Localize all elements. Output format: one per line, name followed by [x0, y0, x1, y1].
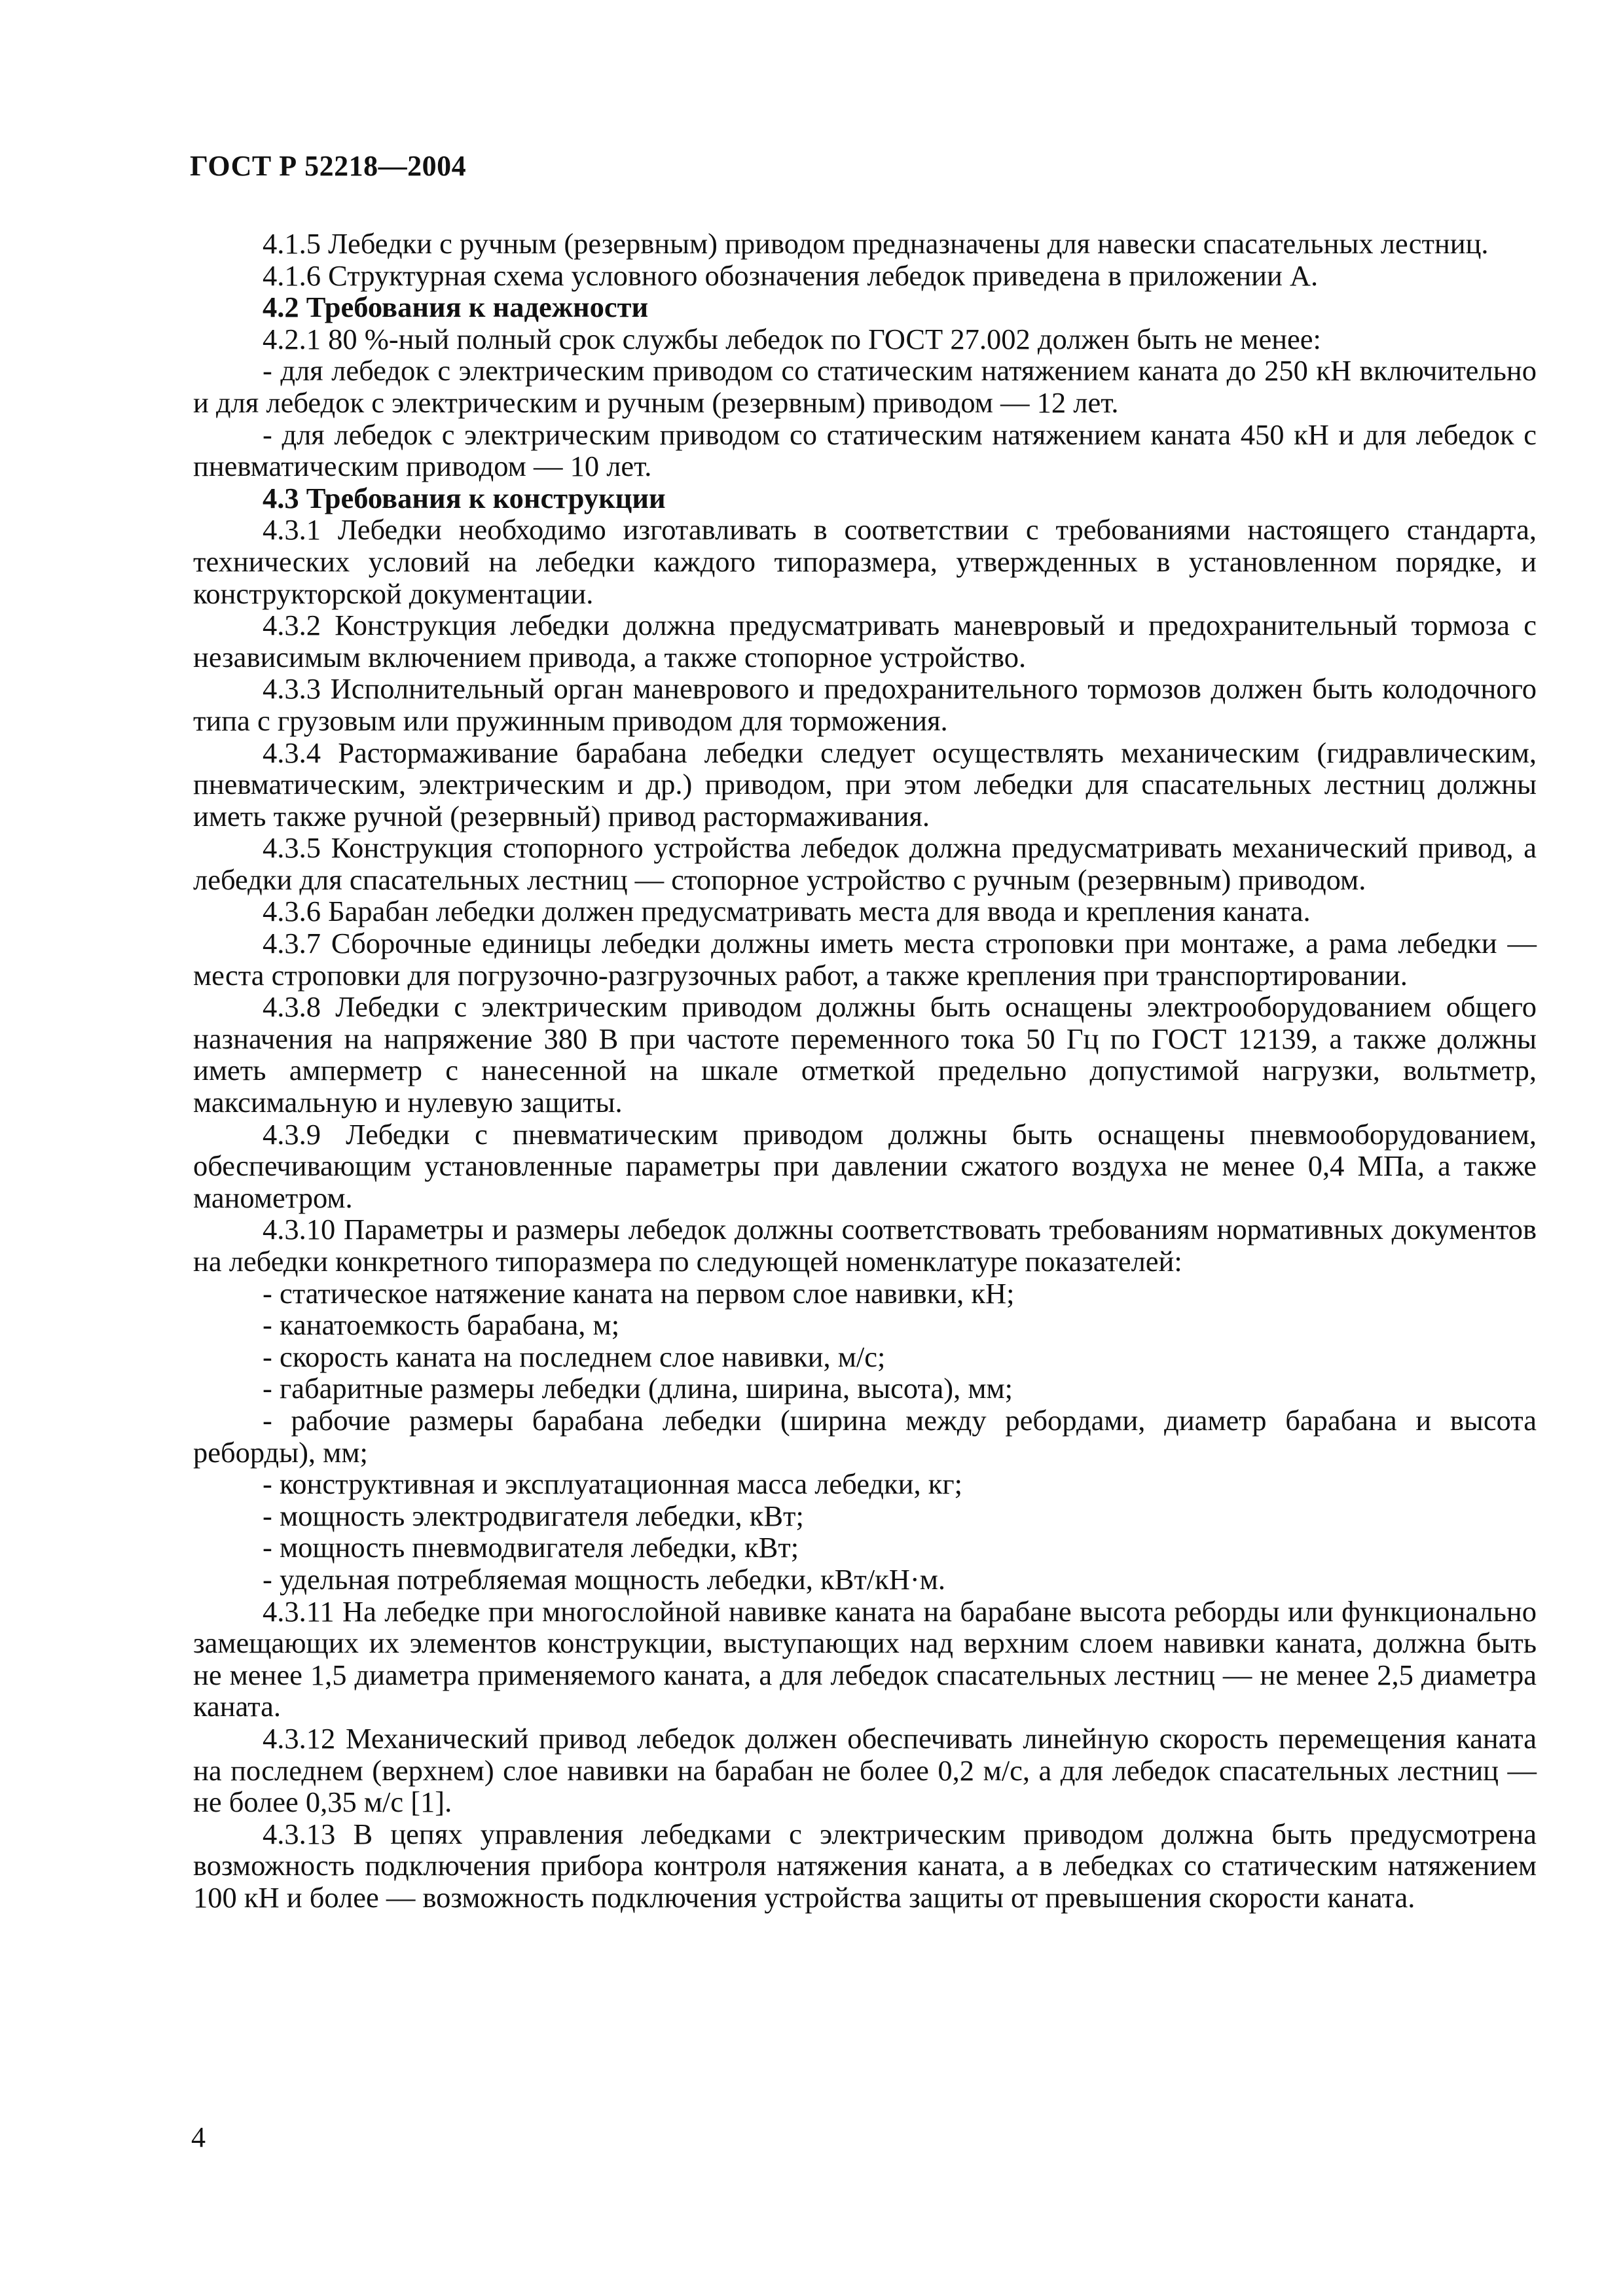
clause-4-3-4: 4.3.4 Растормаживание барабана лебедки следует осуществлять механическим (гидравлическим, пневматическим, электрическим и др.) приводом, при этом лебедки для спасательных лестниц должны иметь также ручной (резервный) привод растормаживания. — [193, 736, 1537, 833]
clause-4-3-10: 4.3.10 Параметры и размеры лебедок должны соответствовать требованиям нормативных документов на лебедки конкретного типоразмера по следующей номенклатуре показателей: — [193, 1213, 1537, 1278]
list-item: - мощность пневмодвигателя лебедки, кВт; — [263, 1531, 799, 1564]
clause-4-3-8: 4.3.8 Лебедки с электрическим приводом должны быть оснащены электрооборудованием общего назначения на напряжение 380 В при частоте переменного тока 50 Гц по ГОСТ 12139, а также должны иметь амперметр с нанесенной на шкале отметкой предельно допустимой нагрузки, вольтметр, максимальную и нулевую защиты. — [193, 990, 1537, 1119]
document-header: ГОСТ Р 52218—2004 — [190, 150, 467, 182]
list-item: - габаритные размеры лебедки (длина, ширина, высота), мм; — [263, 1372, 1013, 1405]
clause-4-1-5: 4.1.5 Лебедки с ручным (резервным) приводом предназначены для навески спасательных лестниц. — [263, 227, 1489, 260]
clause-4-3-12: 4.3.12 Механический привод лебедок должен обеспечивать линейную скорость перемещения каната на последнем (верхнем) слое навивки на барабан не более 0,2 м/с, а для лебедок спасательных лестниц — не более 0,35 м/с [1]. — [193, 1721, 1537, 1819]
clause-4-3-1: 4.3.1 Лебедки необходимо изготавливать в соответствии с требованиями настоящего стандарта, технических условий на лебедки каждого типоразмера, утвержденных в установленном порядке, и конструкторской документации. — [193, 513, 1537, 610]
list-item: - скорость каната на последнем слое навивки, м/с; — [263, 1340, 886, 1373]
clause-4-3-11: 4.3.11 На лебедке при многослойной навивке каната на барабане высота реборды или функционально замещающих их элементов конструкции, выступающих над верхним слоем навивки каната, должна быть не менее 1,5 диаметра применяемого каната, а для лебедок спасательных лестниц — не менее 2,5 диаметра каната. — [193, 1594, 1537, 1723]
clause-4-3-2: 4.3.2 Конструкция лебедки должна предусматривать маневровый и предохранительный тормоза с независимым включением привода, а также стопорное устройство. — [193, 609, 1537, 673]
section-heading-4-2: 4.2 Требования к надежности — [263, 291, 649, 324]
clause-4-1-6: 4.1.6 Структурная схема условного обозначения лебедок приведена в приложении А. — [263, 259, 1319, 292]
clause-4-3-7: 4.3.7 Сборочные единицы лебедки должны иметь места строповки при монтаже, а рама лебедки — места строповки для погрузочно-разгрузочных работ, а также крепления при транспортировании. — [193, 927, 1537, 992]
list-item: - для лебедок с электрическим приводом со статическим натяжением каната до 250 кН включительно и для лебедок с электрическим и ручным (резервным) приводом — 12 лет. — [193, 354, 1537, 419]
clause-4-2-1: 4.2.1 80 %-ный полный срок службы лебедок по ГОСТ 27.002 должен быть не менее: — [263, 322, 1321, 355]
list-item: - мощность электродвигателя лебедки, кВт; — [263, 1499, 804, 1532]
list-item: - удельная потребляемая мощность лебедки, кВт/кН·м. — [263, 1562, 946, 1596]
list-item: - статическое натяжение каната на первом слое навивки, кН; — [263, 1276, 1015, 1310]
list-item: - канатоемкость барабана, м; — [263, 1308, 620, 1342]
document-body — [193, 228, 1537, 1913]
clause-4-3-3: 4.3.3 Исполнительный орган маневрового и предохранительного тормозов должен быть колодочного типа с грузовым или пружинным приводом для торможения. — [193, 672, 1537, 737]
clause-4-3-6: 4.3.6 Барабан лебедки должен предусматривать места для ввода и крепления каната. — [263, 895, 1311, 928]
page-number: 4 — [191, 2121, 206, 2153]
clause-4-3-13: 4.3.13 В цепях управления лебедками с электрическим приводом должна быть предусмотрена возможность подключения прибора контроля натяжения каната, а в лебедках со статическим натяжением 100 кН и более — возможность подключения устройства защиты от превышения скорости каната. — [193, 1817, 1537, 1914]
clause-4-3-9: 4.3.9 Лебедки с пневматическим приводом должны быть оснащены пневмооборудованием, обеспечивающим установленные параметры при давлении сжатого воздуха не менее 0,4 МПа, а также манометром. — [193, 1117, 1537, 1214]
clause-4-3-5: 4.3.5 Конструкция стопорного устройства лебедок должна предусматривать механический привод, а лебедки для спасательных лестниц — стопорное устройство с ручным (резервным) приводом. — [193, 831, 1537, 896]
list-item: - конструктивная и эксплуатационная масса лебедки, кг; — [263, 1467, 962, 1501]
list-item: - рабочие размеры барабана лебедки (ширина между ребордами, диаметр барабана и высота реборды), мм; — [193, 1403, 1537, 1469]
list-item: - для лебедок с электрическим приводом со статическим натяжением каната 450 кН и для лебедок с пневматическим приводом — 10 лет. — [193, 418, 1537, 483]
section-heading-4-3: 4.3 Требования к конструкции — [263, 481, 666, 514]
